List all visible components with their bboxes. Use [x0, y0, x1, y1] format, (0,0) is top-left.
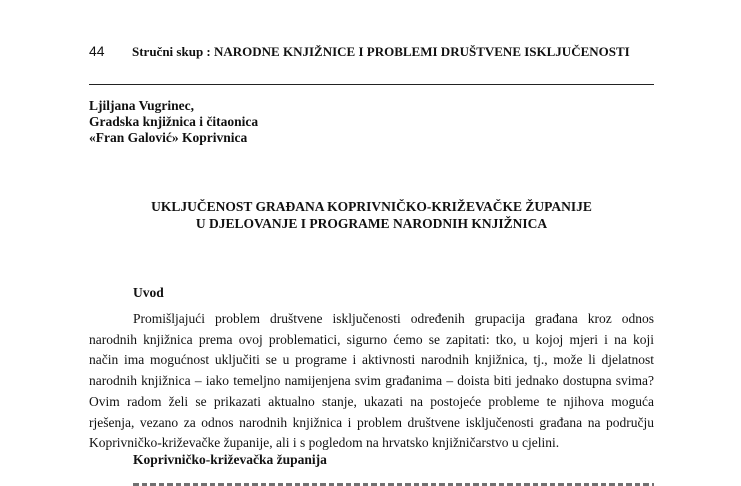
paragraph-line: Koprivničko-križevačke županije, ali i s pogledom na hrvatsko knjižničarstvo u cjelini. [89, 435, 560, 451]
section-heading-intro: Uvod [133, 285, 164, 300]
paragraph-line: narodnih knjižnica prema ovoj problematici, sigurno ćemo se zapitati: tko, u kojoj mjeri i na koji [89, 331, 654, 347]
section-heading-county: Koprivničko-križevačka županija [133, 452, 327, 467]
cut-off-text-line [133, 478, 654, 486]
paper-title-line-2: U DJELOVANJE I PROGRAME NARODNIH KNJIŽNICA [195, 216, 548, 231]
intro-paragraph [89, 309, 654, 454]
paragraph-line: način ima mogućnost uključiti se u programe i aktivnosti narodnih knjižnica, tj., može li djelatnost [89, 352, 654, 368]
paper-title-line-1: UKLJUČENOST GRAĐANA KOPRIVNIČKO-KRIŽEVAČKE ŽUPANIJE [151, 199, 592, 214]
paragraph-line: rješenja, vezano za odnos narodnih knjižnica i problem društvene isključenosti građana na području [89, 414, 654, 430]
paragraph-line: narodnih knjižnica – iako temeljno namijenjena svim građanima – doista biti jednako dostupna svima? [89, 373, 654, 389]
author-institution-name: «Fran Galović» Koprivnica [89, 130, 248, 145]
header-rule [89, 84, 654, 85]
author-institution: Gradska knjižnica i čitaonica [89, 114, 259, 129]
running-header: Stručni skup : NARODNE KNJIŽNICE I PROBLEMI DRUŠTVENE ISKLJUČENOSTI [132, 44, 630, 59]
page-number: 44 [89, 43, 105, 59]
author-name: Ljiljana Vugrinec, [89, 98, 195, 113]
paragraph-line: Promišljajući problem društvene isključenosti određenih grupacija građana kroz odnos [133, 311, 654, 326]
paragraph-line: Ovim radom želi se prikazati aktualno stanje, ukazati na postojeće probleme te njihova moguća [89, 393, 654, 409]
